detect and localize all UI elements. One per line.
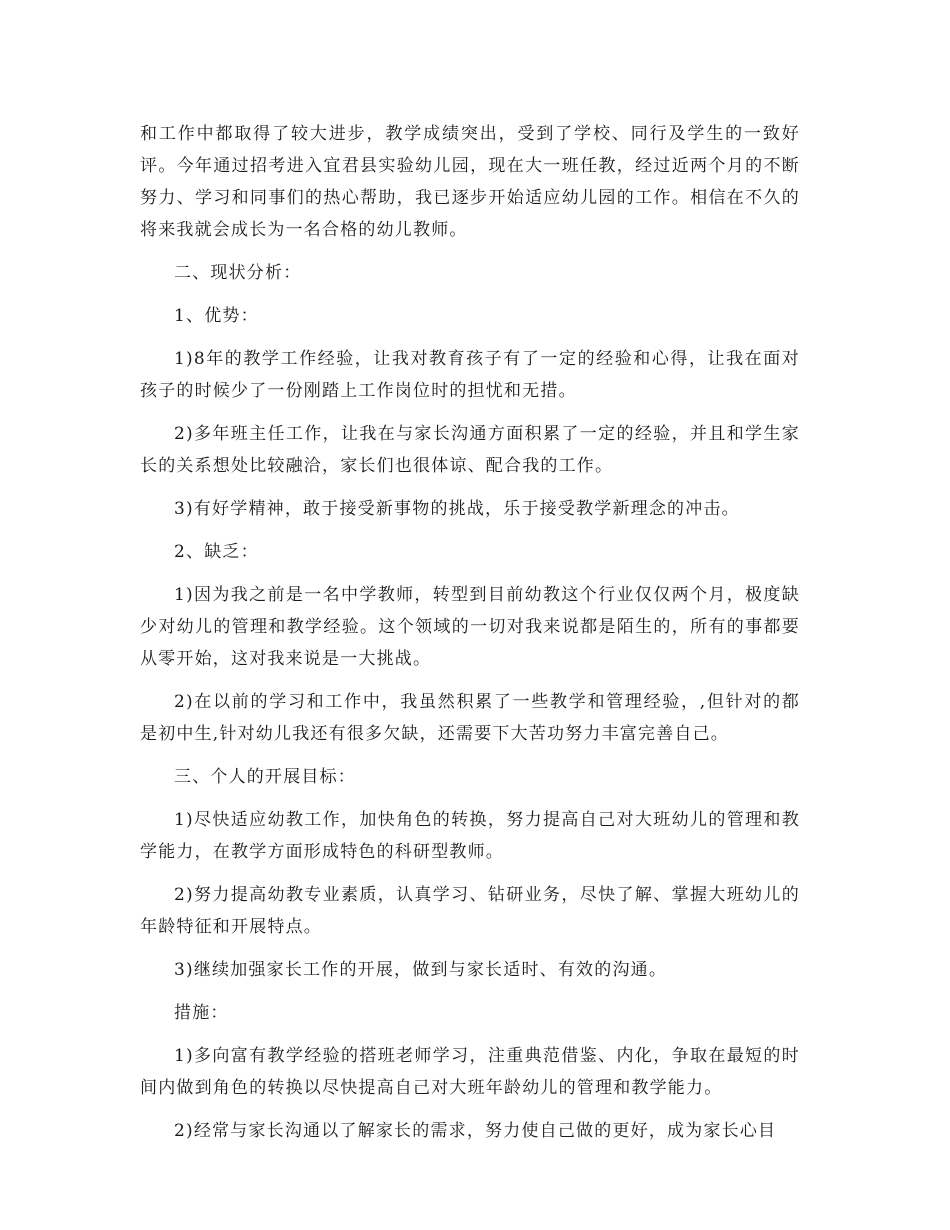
shortcoming-item-2: 2)在以前的学习和工作中，我虽然积累了一些教学和管理经验，,但针对的都是初中生,针对幼儿我还有很多欠缺，还需要下大苦功努力丰富完善自己。 xyxy=(140,692,800,744)
paragraph-intro-continued: 和工作中都取得了较大进步，教学成绩突出，受到了学校、同行及学生的一致好评。今年通过招考进入宜君县实验幼儿园，现在大一班任教，经过近两个月的不断努力、学习和同事们的热心帮助，我已逐步开始适应幼儿园的工作。相信在不久的将来我就会成长为一名合格的幼儿教师。 xyxy=(140,124,800,240)
document-body xyxy=(140,118,800,1158)
advantage-item-3: 3)有好学精神，敢于接受新事物的挑战，乐于接受教学新理念的冲击。 xyxy=(174,499,740,519)
heading-status-analysis: 二、现状分析： xyxy=(174,263,302,283)
measure-item-2: 2)经常与家长沟通以了解家长的需求，努力使自己做的更好，成为家长心目 xyxy=(174,1121,777,1141)
shortcoming-item-1: 1)因为我之前是一名中学教师，转型到目前幼教这个行业仅仅两个月，极度缺少对幼儿的管理和教学经验。这个领域的一切对我来说都是陌生的，所有的事都要从零开始，这对我来说是一大挑战。 xyxy=(140,585,800,669)
subheading-shortcomings: 2、缺乏： xyxy=(174,542,259,562)
measure-item-1: 1)多向富有教学经验的搭班老师学习，注重典范借鉴、内化，争取在最短的时间内做到角色的转换以尽快提高自己对大班年龄幼儿的管理和教学能力。 xyxy=(140,1046,800,1098)
subheading-advantages: 1、优势： xyxy=(174,306,259,326)
advantage-item-2: 2)多年班主任工作，让我在与家长沟通方面积累了一定的经验，并且和学生家长的关系想处比较融洽，家长们也很体谅、配合我的工作。 xyxy=(140,424,800,476)
subheading-measures: 措施： xyxy=(174,1003,229,1023)
goal-item-3: 3)继续加强家长工作的开展，做到与家长适时、有效的沟通。 xyxy=(174,960,668,980)
goal-item-1: 1)尽快适应幼教工作，加快角色的转换，努力提高自己对大班幼儿的管理和教学能力，在教学方面形成特色的科研型教师。 xyxy=(140,810,800,862)
heading-personal-goals: 三、个人的开展目标： xyxy=(174,767,356,787)
advantage-item-1: 1)8年的教学工作经验，让我对教育孩子有了一定的经验和心得，让我在面对孩子的时候少了一份刚踏上工作岗位时的担忧和无措。 xyxy=(140,349,800,401)
goal-item-2: 2)努力提高幼教专业素质，认真学习、钻研业务，尽快了解、掌握大班幼儿的年龄特征和开展特点。 xyxy=(140,885,800,937)
